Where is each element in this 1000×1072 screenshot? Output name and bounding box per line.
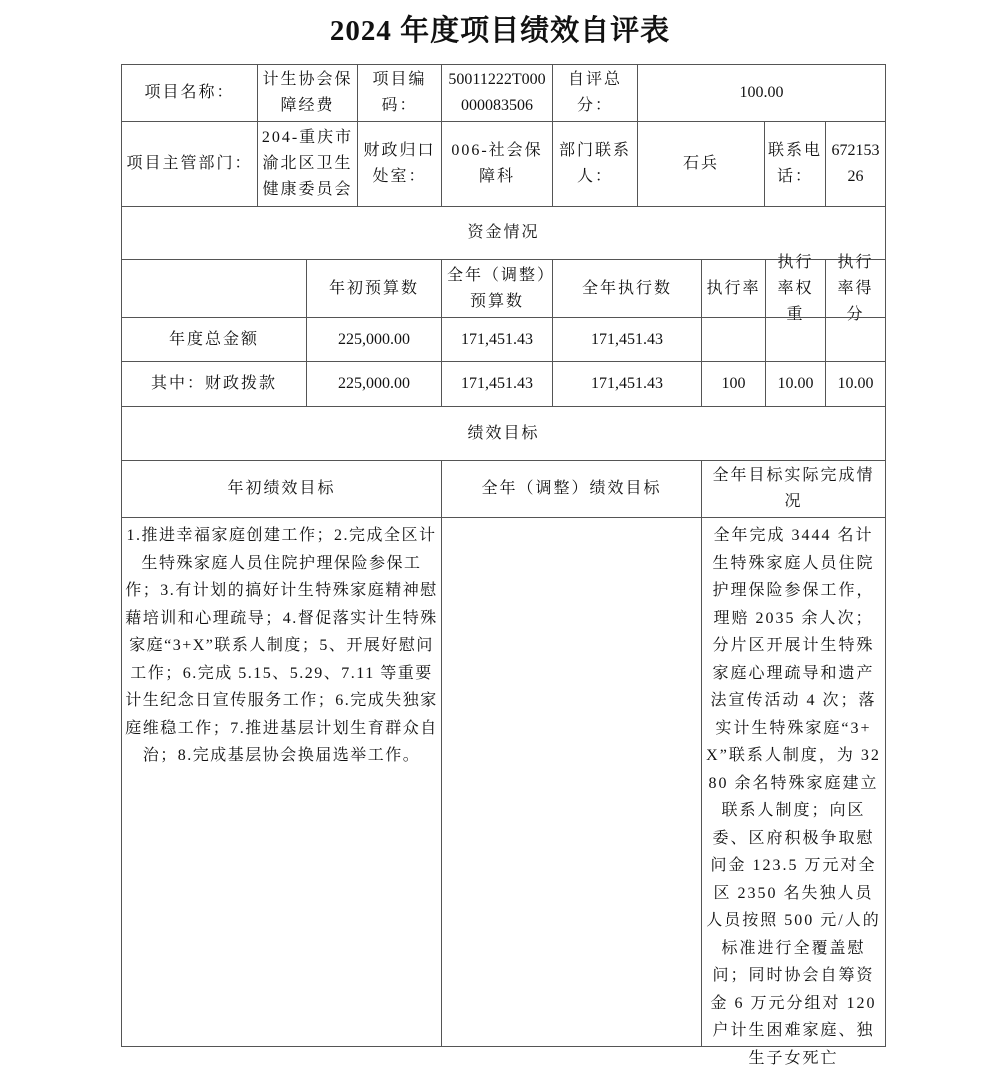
- funds-header: 执行率权重: [777, 253, 814, 323]
- funds-cell: [701, 317, 766, 362]
- executed: 171,451.43: [591, 330, 663, 348]
- contact: 石兵: [682, 155, 719, 172]
- initial-goals-text: 1.推进幸福家庭创建工作；2.完成全区计生特殊家庭人员住院护理保险参保工作；3.有计划的搞好计生特殊家庭精神慰藉培训和心理疏导；4.督促落实计生特殊家庭“3+X”联系人制度；5、开展好慰问工作；6.完成 5.15、5.29、7.11 等重要计生纪念日宣传服务工作；6.完成失独家庭维稳工作；7.推进基层计划生育群众自治；8.完成基层协会换届选举工作。: [125, 527, 438, 764]
- funds-header: 全年执行数: [581, 279, 672, 297]
- self-score-label-cell: [552, 64, 638, 122]
- phone-label: 联系电话：: [768, 142, 823, 185]
- goals-section-title: [121, 406, 886, 461]
- phone-label-cell: [764, 121, 826, 207]
- funds-header: 执行率得分: [837, 253, 874, 323]
- initial-budget: 225,000.00: [338, 330, 410, 348]
- funds-cell: [121, 317, 307, 362]
- funds-cell: [441, 317, 553, 362]
- adjusted-goals-cell: [441, 517, 702, 1047]
- funds-header-cell: [441, 259, 553, 318]
- goals-header-cell: [441, 460, 702, 518]
- executed: 171,451.43: [591, 375, 663, 392]
- funds-header-cell: [552, 259, 702, 318]
- phone: 67215326: [831, 142, 880, 185]
- self-score: 100.00: [739, 84, 784, 101]
- project-code: 50011222T000000083506: [448, 71, 546, 114]
- funds-cell: [552, 317, 702, 362]
- page-title: 2024 年度项目绩效自评表: [329, 15, 671, 47]
- row-label: 其中：财政拨款: [150, 375, 277, 392]
- contact-label-cell: [552, 121, 638, 207]
- funds-cell: [701, 361, 766, 407]
- dept-label-cell: [121, 121, 258, 207]
- funds-cell: [825, 361, 886, 407]
- goals-header-cell: [701, 460, 886, 518]
- dept-label: 项目主管部门：: [126, 155, 253, 172]
- self-score-label: 自评总分：: [567, 71, 622, 114]
- finance-office-cell: [441, 121, 553, 207]
- project-code-label-cell: [357, 64, 442, 122]
- funds-cell: [306, 361, 442, 407]
- funds-cell: [825, 317, 886, 362]
- actual-completion-text: 全年完成 3444 名计生特殊家庭人员住院护理保险参保工作，理赔 2035 余人次；分片区开展计生特殊家庭心理疏导和遗产法宣传活动 4 次；落实计生特殊家庭“3+X”联系人制度，为 3280 余名特殊家庭建立联系人制度；向区委、区府积极争取慰问金 123.5 万元对全区 2350 名失独人员人员按照 500 元/人的标准进行全覆盖慰问；同时协会自筹资金 6 万元分组对 120 户计生困难家庭、独生子女死亡: [706, 527, 881, 1067]
- adjusted-budget: 171,451.43: [461, 330, 533, 348]
- self-score-cell: [637, 64, 886, 122]
- project-name-label-cell: [121, 64, 258, 122]
- funds-cell: [121, 361, 307, 407]
- funds-cell: [552, 361, 702, 407]
- funds-cell: [441, 361, 553, 407]
- funds-header: 年初预算数: [328, 279, 419, 297]
- adjusted-budget: 171,451.43: [461, 375, 533, 392]
- initial-goals-cell: [121, 517, 442, 1047]
- funds-header-cell: [121, 259, 307, 318]
- dept: 204-重庆市渝北区卫生健康委员会: [261, 129, 354, 198]
- funds-cell: [306, 317, 442, 362]
- finance-office-label-cell: [357, 121, 442, 207]
- finance-office: 006-社会保障科: [451, 142, 543, 185]
- execution-rate: 100: [721, 375, 746, 392]
- initial-budget: 225,000.00: [338, 375, 410, 392]
- project-code-cell: [441, 64, 553, 122]
- goals-header-cell: [121, 460, 442, 518]
- contact-label: 部门联系人：: [558, 142, 631, 185]
- funds-header-cell: [825, 253, 886, 323]
- goals-header: 全年目标实际完成情况: [712, 467, 875, 510]
- rate-score: 10.00: [837, 375, 874, 392]
- funds-header-cell: [306, 259, 442, 318]
- goals-header: 年初绩效目标: [227, 480, 336, 497]
- project-code-label: 项目编码：: [372, 71, 427, 114]
- funds-header-cell: [765, 253, 826, 323]
- rate-weight: 10.00: [777, 375, 814, 392]
- dept-cell: [257, 121, 358, 207]
- funds-header: 执行率: [706, 279, 761, 297]
- project-name-label: 项目名称：: [144, 84, 235, 101]
- funds-header: 全年（调整）预算数: [446, 266, 547, 310]
- project-name: 计生协会保障经费: [262, 71, 353, 114]
- goals-header: 全年（调整）绩效目标: [481, 480, 662, 497]
- goals-title-text: 绩效目标: [467, 424, 540, 442]
- funds-header-cell: [701, 259, 766, 318]
- phone-cell: [825, 121, 886, 207]
- actual-completion-cell: [701, 517, 886, 1067]
- row-label: 年度总金额: [168, 330, 259, 348]
- finance-office-label: 财政归口处室：: [363, 142, 436, 185]
- project-name-cell: [257, 64, 358, 122]
- funds-title-text: 资金情况: [467, 224, 540, 241]
- funds-cell: [765, 361, 826, 407]
- contact-cell: [637, 121, 765, 207]
- funds-cell: [765, 317, 826, 362]
